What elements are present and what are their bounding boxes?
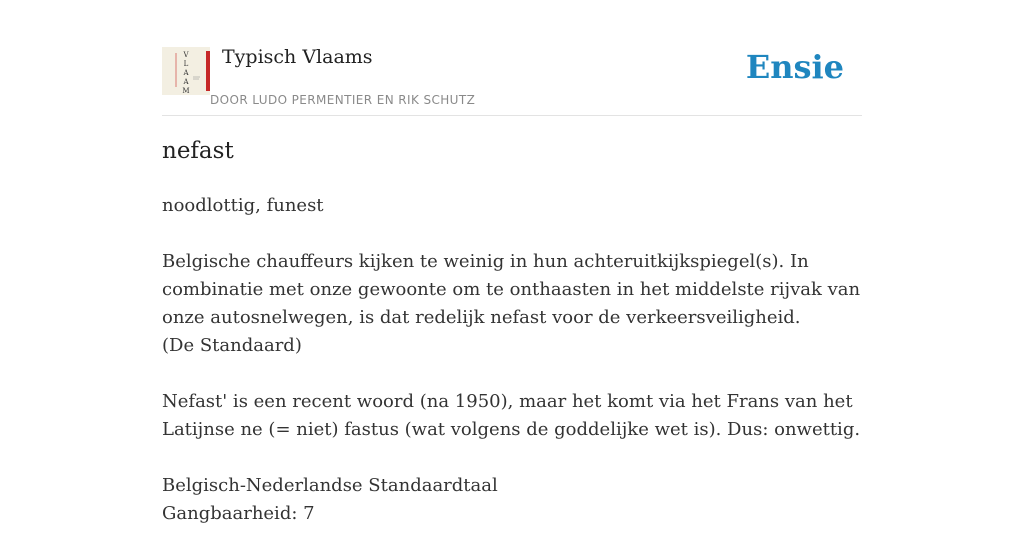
etymology-paragraph <box>162 388 862 444</box>
header <box>162 44 862 116</box>
svg-text:M: M <box>182 87 190 95</box>
entry-title: nefast <box>162 138 234 164</box>
site-title[interactable]: Typisch Vlaams <box>222 46 373 68</box>
definition-text: noodlottig, funest <box>162 195 324 216</box>
book-cover-logo-icon[interactable] <box>162 47 210 95</box>
svg-text:A: A <box>183 69 189 77</box>
entry-content <box>162 192 862 556</box>
etymology-line: Nefast' is een recent woord (na 1950), maar het komt via het Frans van het <box>162 391 853 412</box>
svg-text:V: V <box>183 51 189 59</box>
example-line: combinatie met onze gewoonte om te onthaasten in het middelste rijvak van <box>162 279 861 300</box>
example-paragraph <box>162 248 862 360</box>
etymology-line: Latijnse ne (= niet) fastus (wat volgens de goddelijke wet is). Dus: onwettig. <box>162 419 861 440</box>
example-source: (De Standaard) <box>162 335 302 356</box>
ensie-brand-link[interactable]: Ensie <box>745 48 844 86</box>
example-line: onze autosnelwegen, is dat redelijk nefast voor de verkeersveiligheid. <box>162 307 801 328</box>
category-paragraph <box>162 472 862 528</box>
author-byline: DOOR LUDO PERMENTIER EN RIK SCHUTZ <box>210 93 476 107</box>
example-line: Belgische chauffeurs kijken te weinig in hun achteruitkijkspiegel(s). In <box>162 251 809 272</box>
definition-paragraph <box>162 192 862 220</box>
svg-text:L: L <box>183 60 189 68</box>
svg-text:A: A <box>183 78 189 86</box>
language-category: Belgisch-Nederlandse Standaardtaal <box>162 475 498 496</box>
usage-frequency: Gangbaarheid: 7 <box>162 503 315 524</box>
